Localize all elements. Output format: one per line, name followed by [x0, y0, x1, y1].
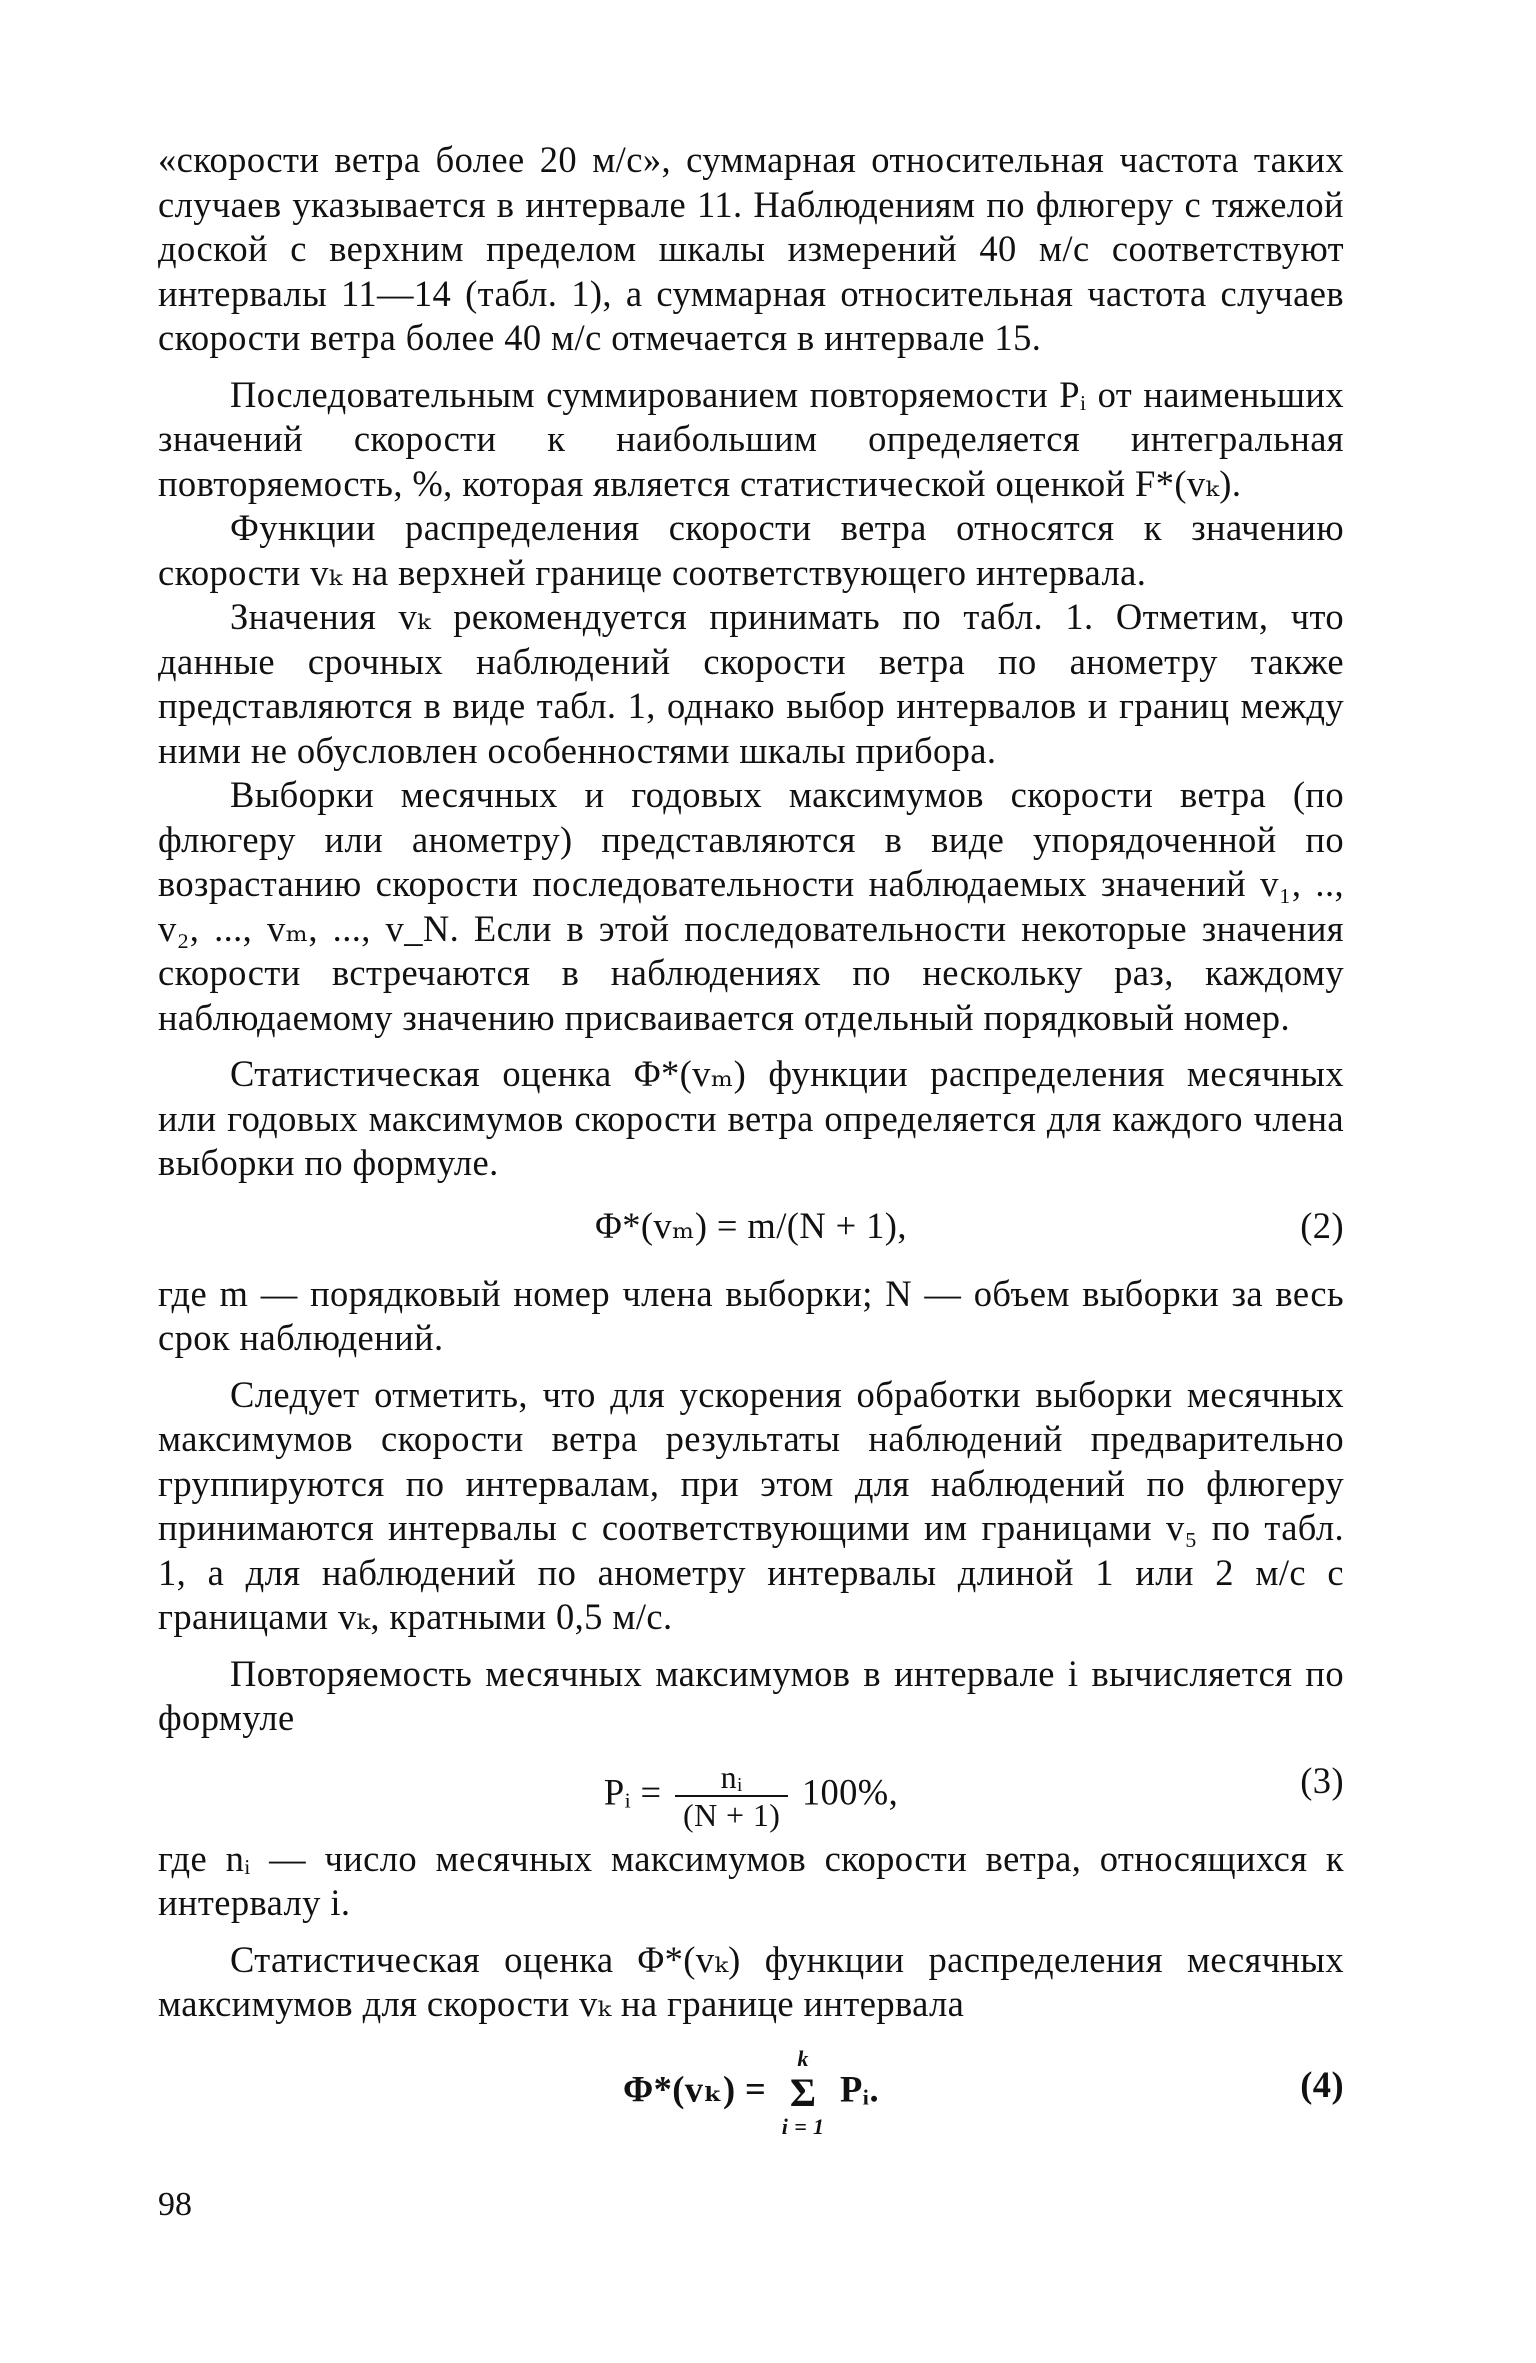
formula-4-expression — [158, 2045, 1344, 2141]
formula-4-rhs: Pᵢ. — [839, 2067, 880, 2109]
paragraph: Последовательным суммированием повторяемости Pᵢ от наименьших значений скорости к наибольшим определяется интегральная повторяемость, %, которая является статистической оценкой F*(vₖ). — [158, 373, 1344, 504]
formula-4-lhs: Φ*(vₖ) = — [622, 2067, 767, 2109]
paragraph: «скорости ветра более 20 м/с», суммарная относительная частота таких случаев указывается в интервале 11. Наблюдениям по флюгеру с тяжелой доской с верхним пределом шкалы измерений 40 м/с соответствуют интервалы 11—14 (табл. 1), а суммарная относительная частота случаев скорости ветра более 40 м/с отмечается в интервале 15. — [158, 139, 1344, 358]
formula-3 — [158, 1753, 1344, 1833]
formula-2-expression: Φ*(vₘ) = m/(N + 1), — [595, 1204, 907, 1246]
paragraph: Выборки месячных и годовых максимумов скорости ветра (по флюгеру или анометру) представляются в виде упорядоченной по возрастанию скорости последовательности наблюдаемых значений v₁, .., v₂, ..., vₘ, ..., v_N. Если в этой последовательности некоторые значения скорости встречаются в наблюдениях по нескольку раз, каждому наблюдаемому значению присваивается отдельный порядковый номер. — [158, 774, 1344, 1038]
sum-upper-limit: k — [797, 2045, 809, 2071]
formula-3-expression — [158, 1759, 1344, 1833]
fraction-denominator: (N + 1) — [675, 1795, 788, 1833]
formula-2-number: (2) — [1300, 1204, 1344, 1246]
summation — [782, 2045, 825, 2141]
fraction-numerator: nᵢ — [720, 1758, 743, 1795]
formula-2 — [158, 1198, 1344, 1258]
page-number: 98 — [158, 2186, 192, 2223]
formula-3-rhs: 100%, — [801, 1770, 899, 1812]
paragraph: Статистическая оценка Φ*(vₘ) функции распределения месячных или годовых максимумов скорости ветра определяется для каждого члена выборки по формуле. — [158, 1053, 1344, 1183]
formula-4 — [158, 2039, 1344, 2139]
formula-3-number: (3) — [1300, 1759, 1344, 1801]
paragraph: Значения vₖ рекомендуется принимать по табл. 1. Отметим, что данные срочных наблюдений скорости ветра по анометру также представляются в виде табл. 1, однако выбор интервалов и границ между ними не обусловлен особенностями шкалы прибора. — [158, 596, 1344, 771]
page-body — [158, 138, 1344, 2145]
formula-3-explanation: где nᵢ — число месячных максимумов скорости ветра, относящихся к интервалу i. — [158, 1837, 1344, 1923]
paragraph: Статистическая оценка Φ*(vₖ) функции распределения месячных максимумов для скорости vₖ на границе интервала — [158, 1938, 1344, 2024]
sigma-symbol: Σ — [789, 2069, 817, 2115]
fraction — [675, 1759, 788, 1833]
paragraph: Следует отметить, что для ускорения обработки выборки месячных максимумов скорости ветра результаты наблюдений предварительно группируются по интервалам, при этом для наблюдений по флюгеру принимаются интервалы с соответствующими им границами v₅ по табл. 1, а для наблюдений по анометру интервалы длиной 1 или 2 м/с с границами vₖ, кратными 0,5 м/с. — [158, 1373, 1344, 1637]
formula-2-explanation: где m — порядковый номер члена выборки; N — объем выборки за весь срок наблюдений. — [158, 1272, 1344, 1358]
paragraph: Повторяемость месячных максимумов в интервале i вычисляется по формуле — [158, 1652, 1344, 1738]
paragraph: Функции распределения скорости ветра относятся к значению скорости vₖ на верхней границе соответствующего интервала. — [158, 507, 1344, 593]
formula-3-lhs: Pᵢ = — [603, 1770, 662, 1812]
formula-4-number: (4) — [1300, 2063, 1344, 2105]
sum-lower-limit: i = 1 — [781, 2113, 825, 2139]
